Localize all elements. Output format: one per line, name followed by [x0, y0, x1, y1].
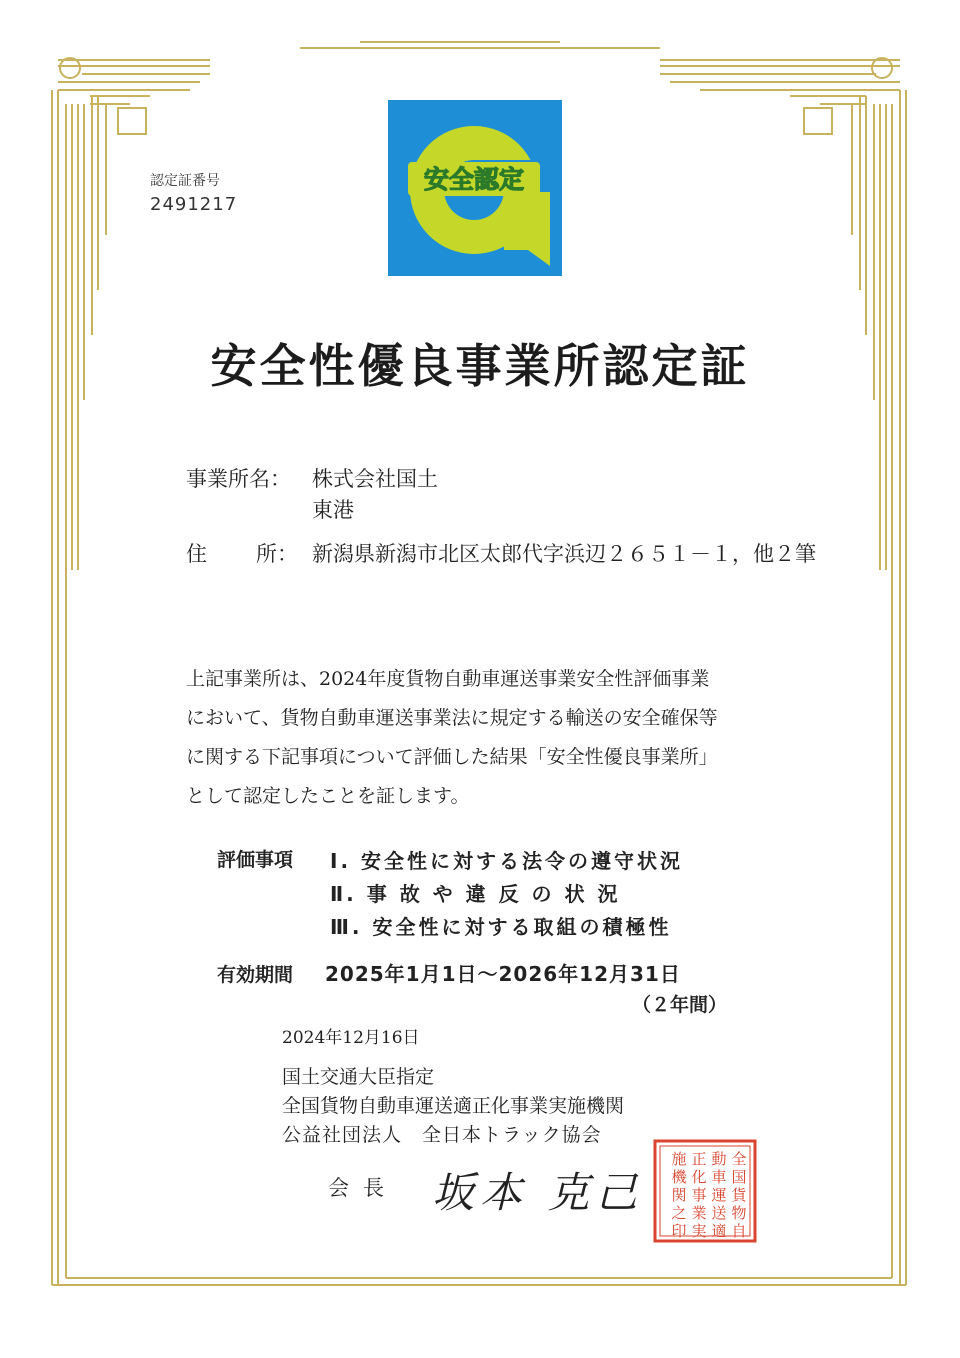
business-name-label: 事業所名： [186, 467, 291, 491]
svg-text:事: 事 [691, 1186, 707, 1204]
evaluation-title: 評価事項 [217, 849, 294, 871]
svg-text:正: 正 [691, 1150, 707, 1168]
validity-period: 2025年1月1日～2026年12月31日 [325, 962, 681, 986]
svg-text:国: 国 [731, 1168, 747, 1186]
official-seal-stamp [652, 1138, 758, 1244]
svg-text:施: 施 [671, 1150, 687, 1168]
svg-text:車: 車 [711, 1168, 727, 1186]
svg-text:関: 関 [671, 1186, 687, 1204]
logo-text: 安全認定 [423, 165, 525, 194]
chairman-title: 会長 [328, 1176, 398, 1200]
address-label-b: 所： [256, 542, 298, 566]
svg-text:送: 送 [711, 1204, 727, 1222]
issuer-line: 国土交通大臣指定 [282, 1066, 435, 1088]
svg-text:動: 動 [711, 1150, 727, 1168]
svg-text:自: 自 [731, 1222, 747, 1240]
business-name-line2: 東港 [312, 498, 354, 522]
statement-line: 上記事業所は、2024年度貨物自動車運送事業安全性評価事業 [186, 668, 710, 690]
statement-line: において、貨物自動車運送事業法に規定する輸送の安全確保等 [186, 707, 718, 729]
evaluation-item: Ⅲ. 安全性に対する取組の積極性 [330, 915, 672, 939]
svg-text:機: 機 [671, 1168, 687, 1186]
address-label-a: 住 [186, 542, 207, 566]
validity-title: 有効期間 [217, 964, 294, 986]
svg-text:印: 印 [671, 1222, 687, 1240]
svg-text:適: 適 [711, 1222, 727, 1240]
evaluation-item: Ⅱ. 事 故 や 違 反 の 状 況 [330, 882, 621, 906]
evaluation-item: Ⅰ. 安全性に対する法令の遵守状況 [330, 849, 684, 873]
svg-text:業: 業 [691, 1204, 707, 1222]
certification-statement [186, 660, 786, 816]
statement-line: に関する下記事項について評価した結果「安全性優良事業所」 [186, 746, 718, 768]
svg-text:化: 化 [691, 1168, 707, 1186]
svg-text:全: 全 [731, 1150, 747, 1168]
svg-text:貨: 貨 [731, 1186, 747, 1204]
chairman-signature: 坂本 克己 [432, 1168, 644, 1217]
business-name-line1: 株式会社国土 [312, 467, 438, 491]
business-address: 新潟県新潟市北区太郎代字浜辺２６５１－１，他２筆 [312, 542, 816, 566]
svg-text:之: 之 [671, 1204, 687, 1222]
issuer-line: 公益社団法人 全日本トラック協会 [282, 1124, 602, 1146]
svg-text:運: 運 [711, 1186, 727, 1204]
svg-text:物: 物 [731, 1204, 747, 1222]
validity-duration: （２年間） [632, 994, 728, 1016]
statement-line: として認定したことを証します。 [186, 785, 470, 807]
issuer-line: 全国貨物自動車運送適正化事業実施機関 [282, 1095, 625, 1117]
certificate-number: 2491217 [150, 194, 238, 215]
certificate-title: 安全性優良事業所認定証 [210, 339, 750, 393]
certificate-number-label: 認定証番号 [150, 173, 220, 189]
svg-text:実: 実 [691, 1222, 707, 1240]
safety-certification-g-logo [388, 100, 562, 276]
issue-date: 2024年12月16日 [282, 1028, 420, 1048]
